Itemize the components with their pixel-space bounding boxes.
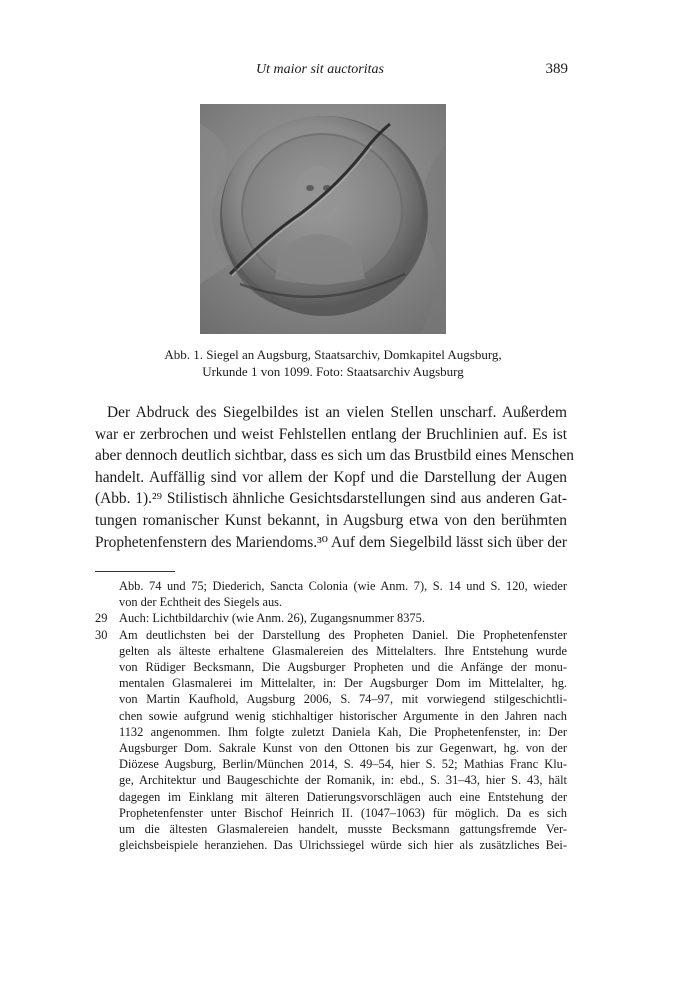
body-paragraph (95, 402, 574, 553)
footnote-line: dagegen im Einklang mit älteren Datierungsvorschlägen auch eine Entstehung der (119, 789, 567, 804)
body-line: (Abb. 1).²⁹ Stilistisch ähnliche Gesichtsdarstellungen sind aus anderen Gat- (95, 490, 567, 508)
footnote-line: um die ältesten Glasmalereien handelt, musste Becksmann gattungsfremde Ver- (119, 822, 567, 837)
footnote-number: 30 (95, 627, 108, 642)
footnote-line: Augsburger Dom. Sakrale Kunst von den Ottonen bis zur Gegenwart, hg. von der (119, 741, 567, 756)
footnote-line: Abb. 74 und 75; Diederich, Sancta Colonia (wie Anm. 7), S. 14 und S. 120, wieder (119, 579, 567, 593)
running-title: Ut maior sit auctoritas (256, 62, 384, 77)
body-line: handelt. Auffällig sind vor allem der Kopf und die Darstellung der Augen (95, 468, 567, 486)
footnote-line: chen sowie aufgrund wenig stichhaltiger historischer Argumente in den Jahren nach (119, 708, 567, 723)
footnote-line: gleichsbeispiele heranziehen. Das Ulrichssiegel würde sich hier als zusätzliches Bei- (119, 838, 567, 853)
footnote-line: Am deutlichsten bei der Darstellung des Propheten Daniel. Die Prophetenfenster (119, 627, 567, 642)
running-header (0, 62, 700, 82)
footnote-line: Diözese Augsburg, Berlin/München 2014, S. 49–54, hier S. 52; Mathias Franc Klu- (119, 757, 567, 772)
figure-caption (100, 346, 566, 380)
body-line: Prophetenfenstern des Mariendoms.³⁰ Auf dem Siegelbild lässt sich über der (95, 533, 567, 551)
footnote-30 (95, 627, 567, 854)
caption-line-2: Urkunde 1 von 1099. Foto: Staatsarchiv Augsburg (202, 364, 464, 379)
seal-image (200, 104, 446, 334)
footnote-line: mentalen Glasmalerei im Mittelalter, in: Der Augsburger Dom im Mittelalter, hg. (119, 676, 567, 691)
footnote-29 (95, 610, 567, 626)
caption-line-1: Abb. 1. Siegel an Augsburg, Staatsarchiv, Domkapitel Augsburg, (164, 347, 502, 362)
page-number: 389 (545, 61, 568, 77)
footnote-line: Prophetenfenster unter Bischof Heinrich II. (1047–1063) für möglich. Da es sich (119, 805, 567, 820)
footnote-line: von Rüdiger Becksmann, Die Augsburger Propheten und die Anfänge der monu- (119, 660, 567, 675)
body-line: tungen romanischer Kunst bekannt, in Augsburg etwa von den berühmten (95, 511, 567, 529)
footnote-line: ge, Architektur und Baugeschichte der Romanik, in: ebd., S. 31–43, hier S. 43, hält (119, 773, 567, 788)
footnote-line: gelten als älteste erhaltene Glasmalereien des Mittelalters. Ihre Entstehung wurde (119, 643, 567, 658)
footnote-line: 1132 angenommen. Ihm folgte zuletzt Daniela Kah, Die Prophetenfenster, in: Der (119, 724, 567, 739)
footnote-number: 29 (95, 611, 108, 626)
footnote-line: von der Echtheit des Siegels aus. (119, 595, 283, 610)
footnote-continuation (95, 578, 567, 610)
body-line: aber dennoch deutlich sichtbar, dass es sich um das Brustbild eines Menschen (95, 447, 574, 465)
seal-photograph (200, 104, 446, 334)
footnote-line: Auch: Lichtbildarchiv (wie Anm. 26), Zugangsnummer 8375. (119, 611, 425, 626)
footnotes (95, 578, 567, 853)
footnote-rule (95, 571, 175, 572)
body-line: war er zerbrochen und weist Fehlstellen entlang der Bruchlinien auf. Es ist (95, 425, 567, 443)
footnote-line: von Martin Kaufhold, Augsburg 2006, S. 74–97, mit vorwiegend stilgeschichtli- (119, 692, 567, 707)
body-line: Der Abdruck des Siegelbildes ist an vielen Stellen unscharf. Außerdem (107, 404, 567, 421)
